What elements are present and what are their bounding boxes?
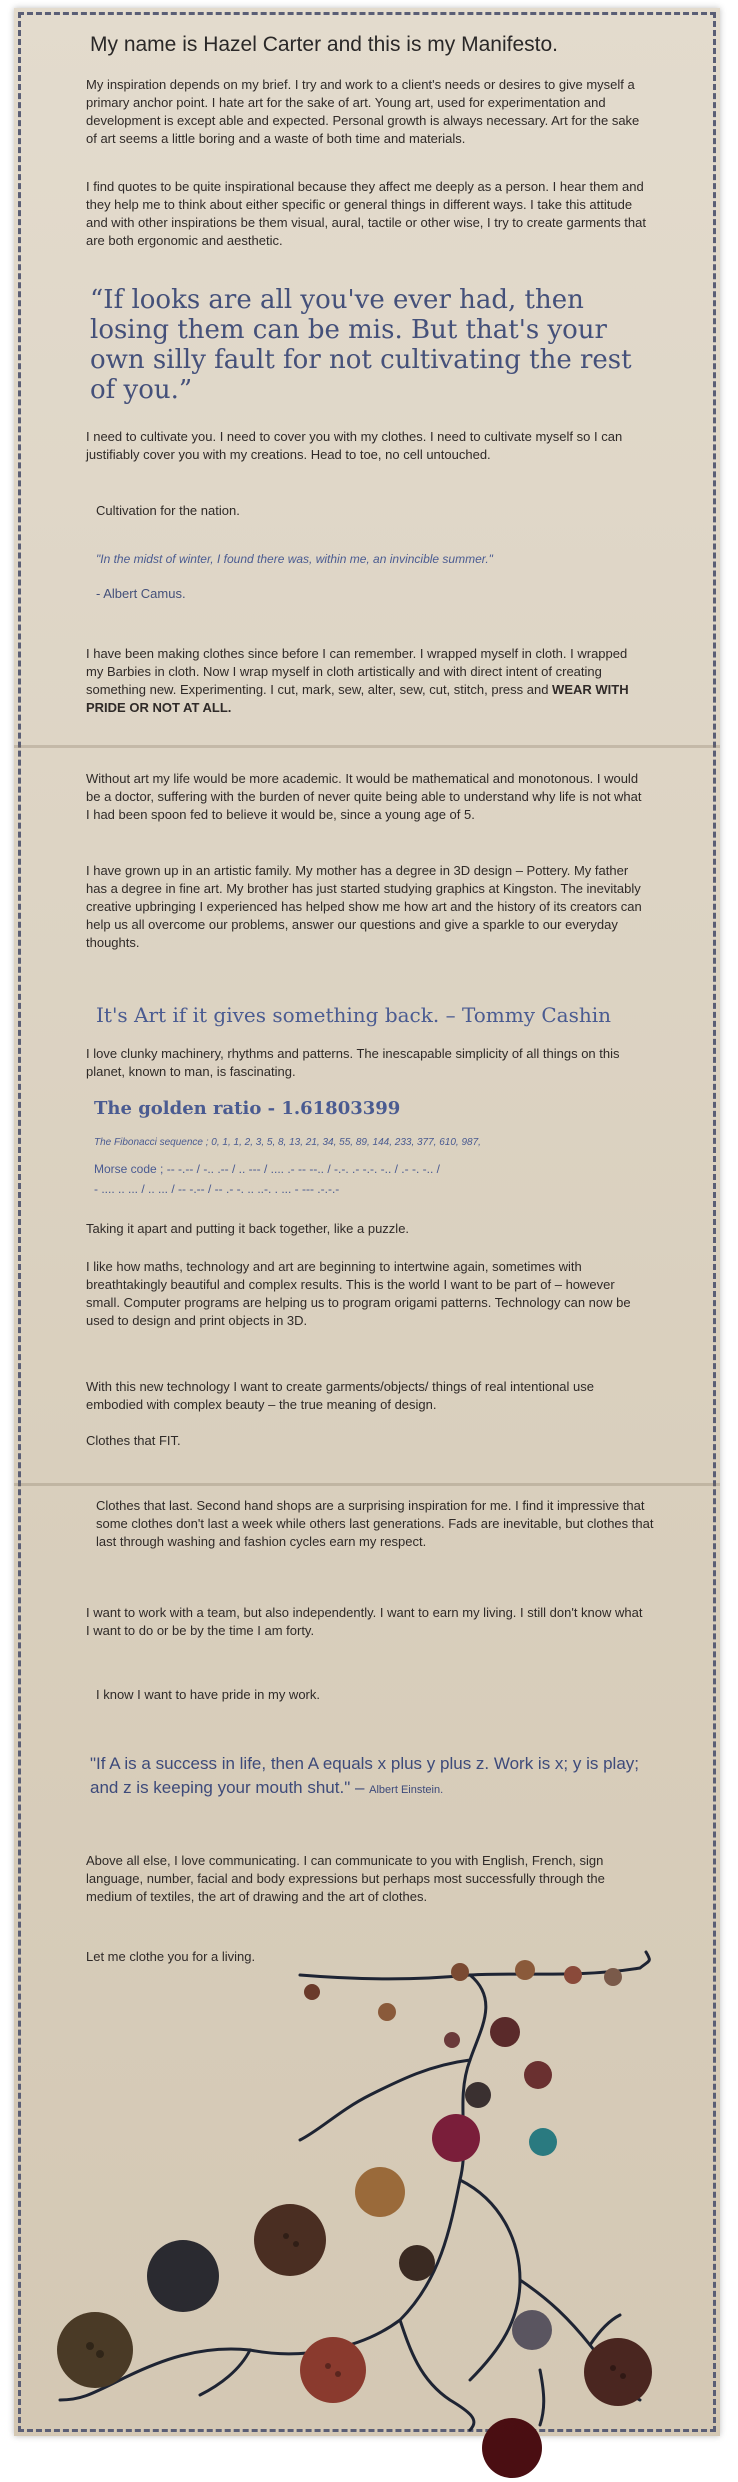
brown-flower-button — [524, 2061, 552, 2089]
branch-stroke — [400, 2320, 474, 2430]
manifesto-title: My name is Hazel Carter and this is my Manifesto. — [90, 33, 558, 56]
cashin-quote: It's Art if it gives something back. – Tommy Cashin — [96, 1003, 611, 1027]
paragraph: Let me clothe you for a living. — [86, 1949, 256, 1964]
pink-glossy-button — [432, 2114, 480, 2162]
paragraph: Above all else, I love communicating. I can communicate to you with English, French, sign language, number, facial and body expressions but perhaps most successfully through the medium of textiles, the art of drawing and the art of clothes. — [86, 1853, 605, 1904]
emphasis-text: WEAR WITH PRIDE OR NOT AT ALL. — [86, 682, 629, 715]
branch-stroke — [300, 1968, 640, 1979]
small-button — [564, 1966, 582, 1984]
amber-flower-button — [355, 2167, 405, 2217]
camus-quote: "In the midst of winter, I found there was, within me, an invincible summer." — [96, 552, 493, 566]
quote-author: Albert Einstein. — [369, 1784, 444, 1796]
paragraph: I love clunky machinery, rhythms and patterns. The inescapable simplicity of all things on this planet, known to man, is fascinating. — [86, 1046, 620, 1079]
morse-code: Morse code ; -- -.-- / -.. .-- / .. --- / .... .- -- --.. / -.-. .- -.-. -.. / .- -. -.. / — [94, 1162, 440, 1176]
small-button — [515, 1960, 535, 1980]
quote-text: "If A is a success in life, then A equals x plus y plus z. Work is x; y is play; and z is keeping your mouth shut." – — [90, 1754, 640, 1797]
morse-code: - .... .. ... / .. ... / -- -.-- / -- .- -. .. ..-. . ... - --- .-.-.- — [94, 1182, 340, 1196]
small-button — [451, 1963, 469, 1981]
small-button — [604, 1968, 622, 1986]
paragraph: Clothes that last. Second hand shops are a surprising inspiration for me. I find it impressive that some clothes don't last a week while others last generations. Fads are inevitable, but clothes that last through washing and fashion cycles earn my respect. — [96, 1498, 654, 1549]
grey-button — [512, 2310, 552, 2350]
branch-stroke — [200, 2350, 250, 2395]
brown-flower-button — [490, 2017, 520, 2047]
teal-flower-button — [529, 2128, 557, 2156]
paragraph: I have grown up in an artistic family. My mother has a degree in 3D design – Pottery. My father has a degree in fine art. My brother has just started studying graphics at Kingston. The inevitably creative upbringing I experienced has helped show me how art and the history of its creators can help us all overcome our problems, answer our questions and give a sparkle to our everyday thoughts. — [86, 863, 642, 950]
sparkly-black-button — [147, 2240, 219, 2312]
paragraph: I need to cultivate you. I need to cover you with my clothes. I need to cultivate myself so I can justifiably cover you with my creations. Head to toe, no cell untouched. — [86, 429, 623, 462]
paragraph: Cultivation for the nation. — [96, 503, 240, 518]
paragraph: I find quotes to be quite inspirational because they affect me deeply as a person. I hear them and they help me to think about either specific or general things in different ways. I take this attitude and with other inspirations be them visual, aural, tactile or other wise, I try to create garments that are both ergonomic and aesthetic. — [86, 179, 646, 248]
large-brown-button — [57, 2312, 133, 2388]
quote-author: - Albert Camus. — [96, 586, 186, 601]
paragraph: With this new technology I want to create garments/objects/ things of real intentional use embodied with complex beauty – the true meaning of design. — [86, 1379, 594, 1412]
paragraph: I want to work with a team, but also independently. I want to earn my living. I still don't know what I want to do or be by the time I am forty. — [86, 1605, 643, 1638]
branch-stroke — [460, 2180, 520, 2380]
paragraph: My inspiration depends on my brief. I try and work to a client's needs or desires to give myself a primary anchor point. I hate art for the sake of art. Young art, used for experimentation and development is except able and expected. Personal growth is always necessary. Art for the sake of art seems a little boring and a waste of both time and materials. — [86, 77, 640, 146]
small-button — [399, 2245, 435, 2281]
paragraph: Without art my life would be more academic. It would be mathematical and monotonous. I would be a doctor, suffering with the burden of never quite being able to understand why life is not what I had been spoon fed to believe it would be, since a young age of 5. — [86, 771, 642, 822]
golden-ratio: The golden ratio - 1.61803399 — [94, 1098, 401, 1119]
paragraph: I know I want to have pride in my work. — [96, 1687, 320, 1702]
brown-flower-button — [584, 2338, 652, 2406]
paragraph: Clothes that FIT. — [86, 1433, 181, 1448]
dark-red-fabric-button — [482, 2418, 542, 2478]
branch-stroke — [540, 2370, 544, 2425]
small-button — [444, 2032, 460, 2048]
button-cluster — [57, 1960, 652, 2478]
fibonacci-sequence: The Fibonacci sequence ; 0, 1, 1, 2, 3, 5, 8, 13, 21, 34, 55, 89, 144, 233, 377, 610, 987, — [94, 1137, 481, 1148]
branch-stroke — [640, 1952, 649, 1968]
paragraph: I like how maths, technology and art are beginning to intertwine again, sometimes with breathtakingly beautiful and complex results. This is the world I want to be part of – however small. Computer programs are helping us to program origami patterns. Technology can now be used to design and print objects in 3D. — [86, 1259, 631, 1328]
branch-stroke — [250, 1975, 486, 2354]
small-button — [304, 1984, 320, 2000]
small-button — [465, 2082, 491, 2108]
paragraph: Taking it apart and putting it back together, like a puzzle. — [86, 1221, 410, 1236]
paragraph-text: I have been making clothes since before I can remember. I wrapped myself in cloth. I wrapped my Barbies in cloth. Now I wrap myself in cloth artistically and with direct intent of creating something new. Experimenting. I cut, mark, sew, alter, sew, cut, stitch, press and — [86, 646, 628, 697]
small-button — [378, 2003, 396, 2021]
brown-flower-button — [254, 2204, 326, 2276]
copper-button — [300, 2337, 366, 2403]
pull-quote: “If looks are all you've ever had, then losing them can be mis. But that's your own silly fault for not cultivating the rest of you.” — [90, 285, 632, 405]
